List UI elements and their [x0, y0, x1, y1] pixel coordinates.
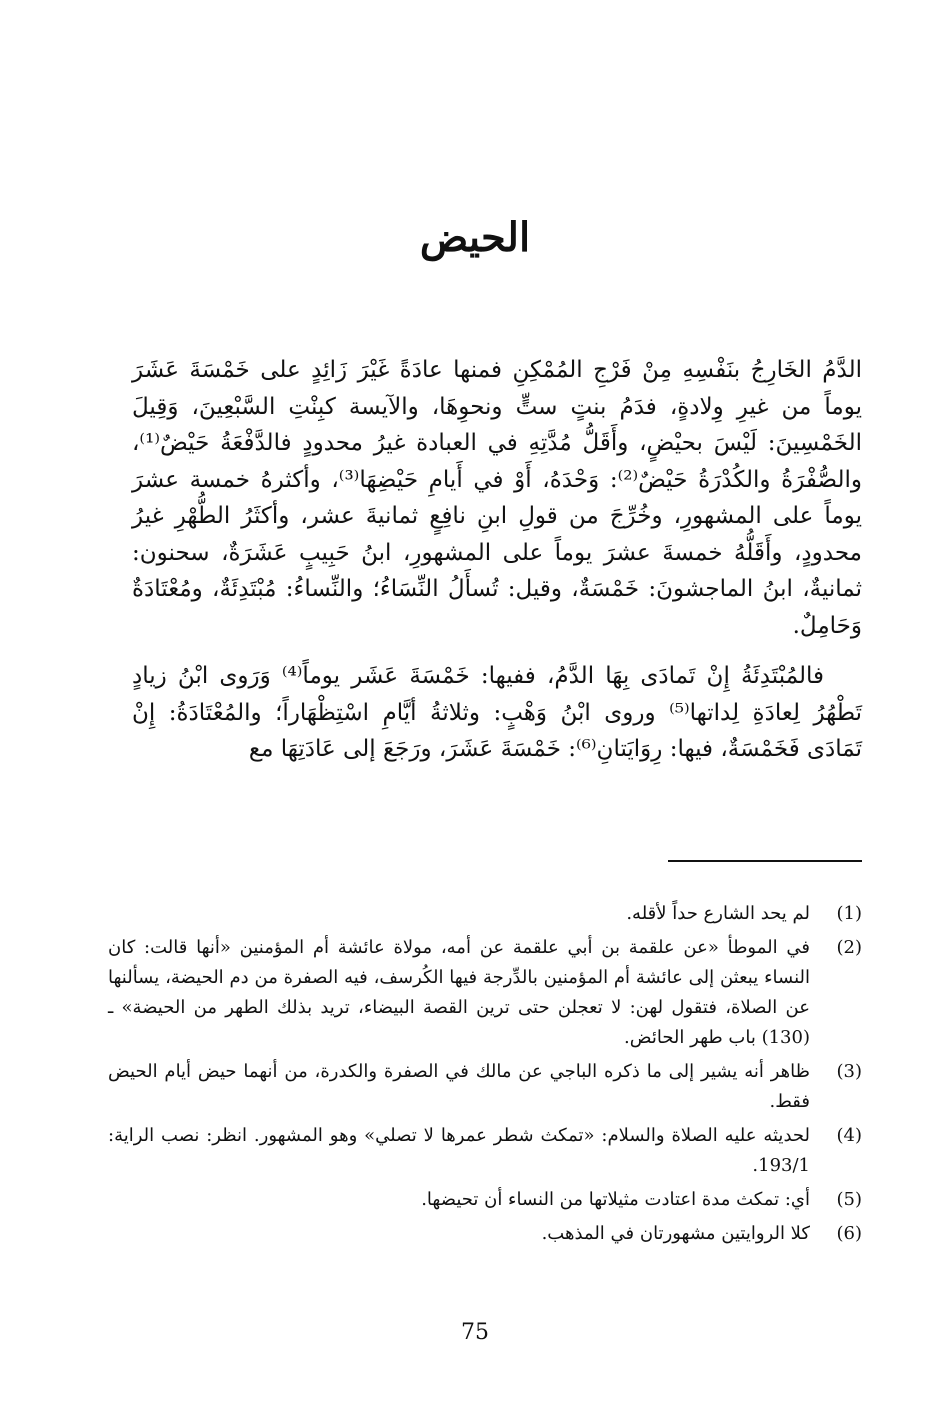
footnote-5: [108, 1185, 862, 1215]
footnote-number: (5): [836, 1189, 862, 1210]
footnote-number: (2): [836, 937, 862, 958]
footnote-3: [108, 1057, 862, 1117]
footnote-text: كلا الروايتين مشهورتان في المذهب.: [541, 1223, 810, 1244]
footnote-number: (4): [836, 1125, 862, 1146]
chapter-title: الحيض: [419, 214, 531, 261]
footnote-text: لم يحد الشارع حداً لأقله.: [626, 903, 810, 924]
footnote-text: ظاهر أنه يشير إلى ما ذكره الباجي عن مالك في الصفرة والكدرة، من أنهما حيض أيام الحيض فقط.: [108, 1061, 810, 1112]
page-number: 75: [461, 1320, 489, 1345]
footnote-4: [108, 1121, 862, 1181]
footnote-number: (3): [836, 1061, 862, 1082]
footnote-text: في الموطأ «عن علقمة بن أبي علقمة عن أمه، مولاة عائشة أم المؤمنين «أنها قالت: كان النساء يبعثن إلى عائشة أم المؤمنين بالدِّرجة فيها الكُرسف، فيه الصفرة من دم الحيضة، يسألنها عن الصلاة، فتقول لهن: لا تعجلن حتى ترين القصة البيضاء، تريد بذلك الطهر من الحيضة» ـ (130) باب طهر الحائض.: [108, 937, 810, 1048]
paragraph-2: فالمُبْتَدِئَةُ إِنْ تَمادَى بِهَا الدَّمُ، ففيها: خَمْسَةَ عَشَر يوماً⁽⁴⁾ وَرَوى ابْنُ زيادٍ تَطْهُرُ لِعادَةِ لِداتها⁽⁵⁾ وروى ابْنُ وَهْبٍ: وثلاثةُ أيَّامِ اسْتِظْهَاراً؛ والمُعْتَادَةُ: إِنْ تَمَادَى فَخَمْسَةٌ، فيها: رِوَايَتانِ⁽⁶⁾: خَمْسَةَ عَشَرَ، ورَجَعَ إلى عَادَتِهَا مع: [132, 663, 863, 762]
footnote-text: أي: تمكث مدة اعتادت مثيلاتها من النساء أن تحيضها.: [421, 1189, 810, 1210]
paragraph-1: الدَّمُ الخَارِجُ بنَفْسِهِ مِنْ فَرْجِ المُمْكِنِ فمنها عادَةً غَيْرَ زَائِدٍ على خَمْسَةَ عَشَرَ يوماً من غيرِ وِلادةٍ، فدَمُ بنتٍ ستٍّ ونحوِهَا، والآيسة كبِنْتِ السَّبْعِينَ، وَقِيلَ الخَمْسِينَ: لَيْسَ بحيْضٍ، وأَقَلُّ مُدَّتِهِ في العبادة غيرُ محدودٍ فالدَّفْعَةُ حَيْضٌ⁽¹⁾، والصُّفْرَةُ والكُدْرَةُ حَيْضٌ⁽²⁾: وَحْدَهُ، أَوْ في أَيامِ حَيْضِهَا⁽³⁾، وأكثرهُ خمسة عشرَ يوماً على المشهورِ، وخُرِّجَ من قولِ ابنِ نافِعٍ ثمانيةَ عشر، وأكثَرُ الطُّهْرِ غيرُ محدودٍ، وأَقَلُّهُ خمسةَ عشرَ يوماً على المشهورِ، ابنُ حَبِيبٍ عَشَرَةٌ، سحنون: ثمانيةٌ، ابنُ الماجشونَ: خَمْسَةٌ، وقيل: تُسأَلُ النِّسَاءُ؛ والنِّساءُ: مُبْتَدِئَةٌ، ومُعْتَادَةٌ وَحَامِلٌ.: [132, 357, 863, 639]
footnote-text: لحديثه عليه الصلاة والسلام: «تمكث شطر عمرها لا تصلي» وهو المشهور. انظر: نصب الراية: 193/1.: [108, 1125, 810, 1176]
footnotes: [108, 899, 862, 1253]
footnote-divider: [668, 860, 862, 862]
footnote-number: (6): [836, 1223, 862, 1244]
footnote-6: [108, 1219, 862, 1249]
main-text: [132, 352, 862, 768]
footnote-1: [108, 899, 862, 929]
footnote-number: (1): [836, 903, 862, 924]
footnote-2: [108, 933, 862, 1053]
